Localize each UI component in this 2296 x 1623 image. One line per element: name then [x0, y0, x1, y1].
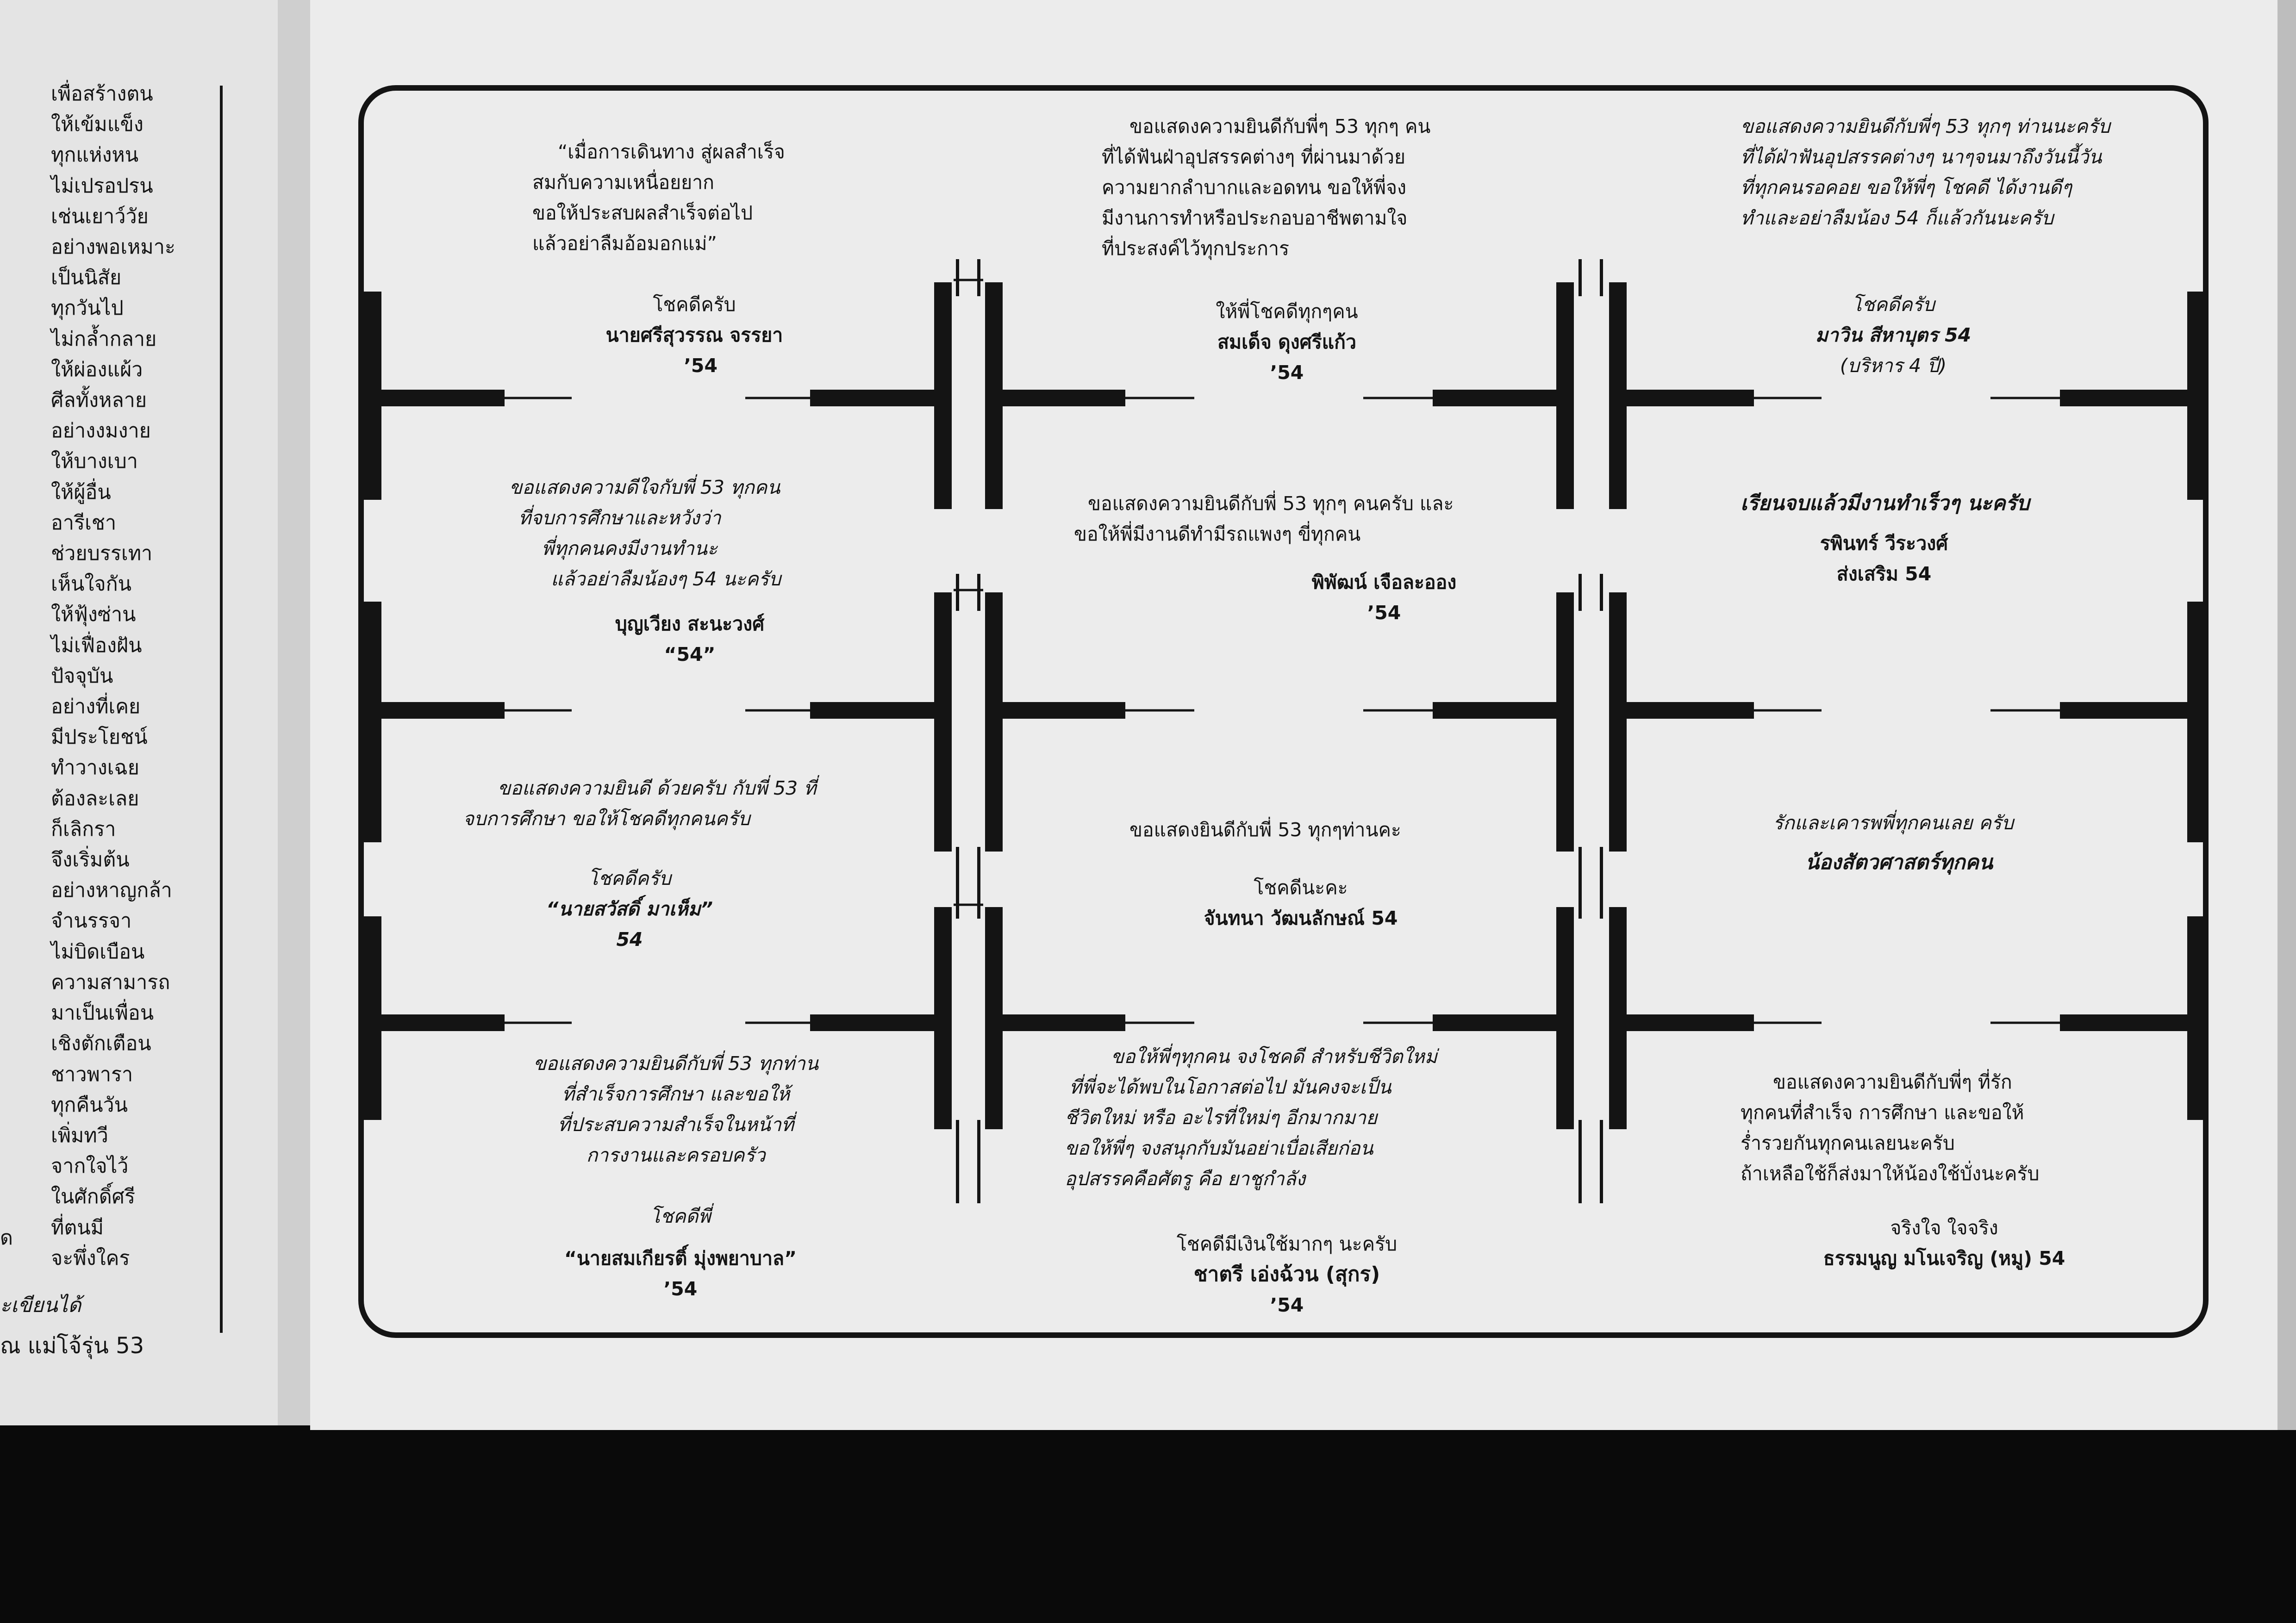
signer-name: ชาตรี เอ่งฉ้วน (สุกร): [1193, 1262, 1380, 1286]
decorative-bar: [1556, 592, 1574, 852]
poem-line: ให้ฟุ้งซ่าน: [51, 603, 136, 627]
message-line: ที่ประสงค์ไว้ทุกประการ: [1102, 237, 1289, 260]
class-year: 54: [616, 928, 643, 951]
message-line: ที่ได้ฝ่าฟันอุปสรรคต่างๆ นาๆจนมาถึงวันนี้วัน: [1741, 146, 2102, 168]
message-line: ทุกคนที่สำเร็จ การศึกษา และขอให้: [1741, 1101, 2024, 1124]
sign-off: โชคดีครับ: [653, 293, 736, 316]
poem-line: ปัจจุบัน: [51, 664, 113, 688]
message-5: [1074, 488, 1454, 549]
message-line: การงานและครอบครัว: [586, 1144, 766, 1166]
sign-off: โชคดีนะคะ: [1254, 877, 1348, 899]
poem-line: ให้ผ่องแผ้ว: [51, 358, 143, 381]
signer-name: สมเด็จ ดุงศรีแก้ว: [1217, 331, 1356, 353]
poem-line: เป็นนิสัย: [51, 266, 122, 290]
decorative-bar: [977, 847, 980, 919]
message-line: ที่พี่จะได้พบในโอกาสต่อไป มันคงจะเป็น: [1069, 1076, 1391, 1098]
poem-line: อย่างพอเหมาะ: [51, 236, 175, 259]
edge-character: ด: [0, 1226, 13, 1250]
message-3: [1741, 111, 2110, 233]
message-line: ขอแสดงความยินดีกับพี่ๆ 53 ทุกๆ ท่านนะครับ: [1741, 115, 2110, 137]
poem-line: เห็นใจกัน: [51, 572, 132, 596]
sign-off: โชคดีมีเงินใช้มากๆ นะครับ: [1176, 1233, 1398, 1255]
decorative-bar: [934, 907, 952, 1129]
message-line: มีงานการทำหรือประกอบอาชีพตามใจ: [1102, 207, 1408, 229]
signature-10: [532, 1201, 829, 1304]
message-2: [1102, 111, 1430, 264]
decorative-bar: [956, 259, 959, 296]
poem-line: ที่ตนมี: [51, 1216, 104, 1239]
decorative-bar: [2187, 916, 2207, 1120]
class-year: (บริหาร 4 ปี): [1840, 354, 1947, 377]
message-line: ความยากลำบากและอดทน ขอให้พี่จง: [1102, 176, 1407, 199]
decorative-bar: [362, 292, 381, 500]
poem-line: ทำวางเฉย: [51, 756, 139, 780]
message-line: ขอแสดงความยินดีกับพี่ๆ 53 ทุกๆ คน: [1129, 115, 1431, 137]
decorative-bar: [1578, 574, 1582, 611]
decorative-bar: [362, 602, 381, 842]
decorative-bar: [2187, 292, 2207, 500]
signature-2: [1194, 296, 1379, 388]
message-line: ขอให้ประสบผลสำเร็จต่อไป: [532, 202, 753, 224]
signature-4: [597, 609, 782, 670]
message-line: ขอแสดงความยินดีกับพี่ 53 ทุกๆ คนครับ และ: [1088, 492, 1454, 515]
decorative-bar: [956, 1120, 959, 1203]
decorative-bar: [1556, 282, 1574, 509]
message-line: ขอแสดงความยินดี ด้วยครับ กับพี่ 53 ที่: [498, 777, 817, 799]
class-year: ’54: [1270, 1294, 1304, 1316]
poem-line: ทุกวันไป: [51, 297, 124, 320]
message-line: ชีวิตใหม่ หรือ อะไรที่ใหม่ๆ อีกมากมาย: [1065, 1107, 1378, 1129]
signer-name: “นายสวัสดิ์ มาเห็ม”: [546, 898, 713, 920]
decorative-bar: [2060, 390, 2189, 406]
signature-3: [1773, 289, 2014, 381]
decorative-bar: [1600, 574, 1603, 611]
message-line: สมกับความเหนื่อยยาก: [532, 171, 714, 193]
class-year: ’54: [1367, 602, 1401, 624]
decorative-bar: [2187, 602, 2207, 842]
signer-name: นายศรีสุวรรณ จรรยา: [605, 324, 783, 346]
poem-line: ในศักดิ์ศรี: [51, 1185, 136, 1209]
decorative-bar: [1609, 282, 1627, 509]
poem-line: อย่างหาญกล้า: [51, 879, 172, 902]
sign-off: จริงใจ ใจจริง: [1890, 1217, 1998, 1239]
decorative-bar: [1003, 702, 1125, 719]
poem-line: อย่างที่เคย: [51, 695, 141, 719]
message-8: [1129, 815, 1401, 845]
sign-off: โชคดีพี่: [650, 1205, 711, 1227]
decorative-bar: [956, 574, 959, 611]
decorative-bar: [2060, 702, 2189, 719]
poem-line: เช่นเยาว์วัย: [51, 205, 149, 228]
poem-column: [51, 79, 208, 1274]
poem-line: ศีลทั้งหลาย: [51, 389, 147, 412]
decorative-bar: [1627, 702, 1754, 719]
decorative-bar: [977, 259, 980, 296]
message-line: ที่ทุกคนรอคอย ขอให้พี่ๆ โชคดี ได้งานดีๆ: [1741, 176, 2072, 199]
poem-line: ทุกคืนวัน: [51, 1093, 128, 1117]
decorative-bar: [810, 1014, 935, 1031]
poem-line: ไม่เฟื่องฝัน: [51, 634, 142, 657]
message-10: [491, 1048, 861, 1170]
page-footer: ณ แม่โจ้รุ่น 53: [0, 1333, 144, 1359]
decorative-bar: [977, 574, 980, 611]
message-line: ขอแสดงความยินดีกับพี่ 53 ทุกท่าน: [533, 1052, 818, 1075]
message-line: ขอแสดงยินดีกับพี่ 53 ทุกๆท่านคะ: [1129, 819, 1401, 841]
signature-8: [1185, 872, 1416, 933]
poem-line: ให้เข้มแข็ง: [51, 113, 144, 137]
decorative-bar: [380, 1014, 505, 1031]
headline: น้องสัตวศาสตร์ทุกคน: [1805, 851, 1993, 874]
poem-line: เพื่อสร้างตน: [51, 82, 153, 106]
message-11: [1065, 1041, 1437, 1194]
poem-line: ชาวพารา: [51, 1063, 133, 1086]
message-line: ที่สำเร็จการศึกษา และขอให้: [562, 1083, 790, 1105]
message-line: ที่ได้ฟันฝ่าอุปสรรคต่างๆ ที่ผ่านมาด้วย: [1102, 146, 1406, 168]
decorative-bar: [1433, 702, 1557, 719]
poem-line: จะพึ่งใคร: [51, 1246, 130, 1270]
class-year: ’54: [684, 354, 718, 377]
decorative-bar: [934, 592, 952, 852]
message-line: ถ้าเหลือใช้ก็ส่งมาให้น้องใช้บั่งนะครับ: [1741, 1163, 2040, 1185]
page-note: ะเขียนได้: [0, 1293, 81, 1317]
sign-off: ให้พี่โชคดีทุกๆคน: [1216, 300, 1358, 323]
poem-line: ความสามารถ: [51, 970, 170, 994]
decorative-bar: [985, 282, 1003, 509]
poem-line: ก็เลิกรา: [51, 817, 116, 841]
poem-line: ไม่บิดเบือน: [51, 940, 145, 964]
decorative-bar: [810, 702, 935, 719]
decorative-bar: [1578, 259, 1582, 296]
decorative-bar: [1600, 1120, 1603, 1203]
poem-line: จึงเริ่มต้น: [51, 848, 130, 872]
poem-line: จากใจไว้: [51, 1155, 129, 1178]
decorative-bar: [1600, 847, 1603, 919]
message-line: รักและเคารพพี่ทุกคนเลย ครับ: [1773, 812, 2014, 834]
signature-5: [1292, 567, 1477, 628]
signer-name: ธรรมนูญ มโนเจริญ (หมู) 54: [1823, 1247, 2065, 1269]
message-7: [463, 773, 816, 834]
signer-name: มาวิน สีหาบุตร 54: [1815, 324, 1972, 346]
page-gutter: [278, 0, 315, 1425]
message-line: ขอแสดงความดีใจกับพี่ 53 ทุกคน: [509, 476, 780, 498]
poem-line: ต้องละเลย: [51, 787, 139, 810]
message-line: ขอให้พี่มีงานดีทำมีรถแพงๆ ขี่ทุกคน: [1074, 523, 1361, 545]
signature-7: [532, 863, 727, 955]
sign-off: โชคดีครับ: [1852, 293, 1935, 316]
decorative-bar: [2060, 1014, 2189, 1031]
class-year: “54”: [664, 643, 716, 665]
message-6: [1741, 488, 2028, 589]
signature-12: [1782, 1213, 2106, 1274]
poem-line: มาเป็นเพื่อน: [51, 1001, 154, 1025]
message-12: [1727, 1067, 2040, 1189]
decorative-bar: [1609, 592, 1627, 852]
signer-name: จันทนา วัฒนลักษณ์ 54: [1204, 907, 1398, 929]
message-line: จบการศึกษา ขอให้โชคดีทุกคนครับ: [463, 808, 750, 830]
decorative-bar: [1609, 907, 1627, 1129]
decorative-bar: [1433, 1014, 1557, 1031]
signer-name: “นายสมเกียรติ์ มุ่งพยาบาล”: [564, 1247, 797, 1269]
poem-line: จำนรรจา: [51, 909, 132, 933]
decorative-bar: [1003, 1014, 1125, 1031]
decorative-bar: [977, 1120, 980, 1203]
message-line: ร่ำรวยกันทุกคนเลยนะครับ: [1741, 1132, 1955, 1154]
decorative-bar: [380, 390, 505, 406]
poem-line: ให้บางเบา: [51, 450, 138, 473]
message-line: “เมื่อการเดินทาง สู่ผลสำเร็จ: [558, 141, 785, 163]
poem-line: เพิ่มทวี: [51, 1124, 108, 1147]
message-4: [509, 472, 781, 594]
headline: เรียนจบแล้วมีงานทำเร็วๆ นะครับ: [1741, 491, 2030, 515]
message-line: ขอให้พี่ๆ จงสนุกกับมันอย่าเบื่อเสียก่อน: [1065, 1137, 1373, 1159]
decorative-bar: [985, 592, 1003, 852]
message-line: ขอแสดงความยินดีกับพี่ๆ ที่รัก: [1773, 1071, 2012, 1093]
decorative-bar: [934, 282, 952, 509]
signer-name: รพินทร์ วีระวงศ์: [1820, 532, 1948, 554]
decorative-bar: [1627, 390, 1754, 406]
decorative-bar: [1578, 1120, 1582, 1203]
signer-name: บุญเวียง สะนะวงศ์: [615, 613, 765, 635]
poem-line: ให้ผู้อื่น: [51, 480, 111, 504]
poem-line: เชิงตักเตือน: [51, 1032, 151, 1056]
poem-line: ไม่กล้ำกลาย: [51, 327, 157, 351]
decorative-bar: [1556, 907, 1574, 1129]
message-line: แล้วอย่าลืมอ้อมอกแม่”: [532, 232, 717, 255]
poem-line: ไม่เปรอปรน: [51, 174, 153, 198]
decorative-bar: [1627, 1014, 1754, 1031]
message-line: ทำและอย่าลืมน้อง 54 ก็แล้วกันนะครับ: [1741, 207, 2054, 229]
message-line: ที่จบการศึกษาและหวังว่า: [518, 507, 721, 529]
class-year: ’54: [663, 1278, 698, 1300]
class-year: ’54: [1270, 361, 1304, 384]
decorative-bar: [1003, 390, 1125, 406]
message-line: พี่ทุกคนคงมีงานทำนะ: [542, 537, 718, 560]
poem-line: ช่วยบรรเทา: [51, 542, 153, 566]
decorative-bar: [1578, 847, 1582, 919]
poem-line: ทุกแห่งหน: [51, 143, 139, 167]
decorative-bar: [810, 390, 935, 406]
signature-1: [597, 289, 792, 381]
sign-off: โชคดีครับ: [588, 867, 671, 889]
decorative-bar: [1600, 259, 1603, 296]
signature-11: [1120, 1229, 1454, 1320]
class-year: ส่งเสริม 54: [1836, 563, 1932, 585]
decorative-bar: [956, 847, 959, 919]
poem-line: อารีเชา: [51, 511, 117, 535]
message-line: ขอให้พี่ๆทุกคน จงโชคดี สำหรับชีวิตใหม่: [1111, 1045, 1437, 1068]
signer-name: พิพัฒน์ เจือละออง: [1311, 571, 1457, 593]
message-line: แล้วอย่าลืมน้องๆ 54 นะครับ: [551, 568, 781, 590]
decorative-bar: [362, 916, 381, 1120]
decorative-bar: [380, 702, 505, 719]
message-line: ที่ประสบความสำเร็จในหน้าที่: [558, 1113, 794, 1136]
message-1: [532, 137, 785, 259]
message-9: [1773, 808, 2014, 878]
decorative-bar: [1433, 390, 1557, 406]
poem-line: มีประโยชน์: [51, 726, 148, 749]
message-line: อุปสรรคคือศัตรู คือ ยาชูกำลัง: [1065, 1168, 1305, 1190]
decorative-bar: [985, 907, 1003, 1129]
poem-line: อย่างงมงาย: [51, 419, 151, 443]
